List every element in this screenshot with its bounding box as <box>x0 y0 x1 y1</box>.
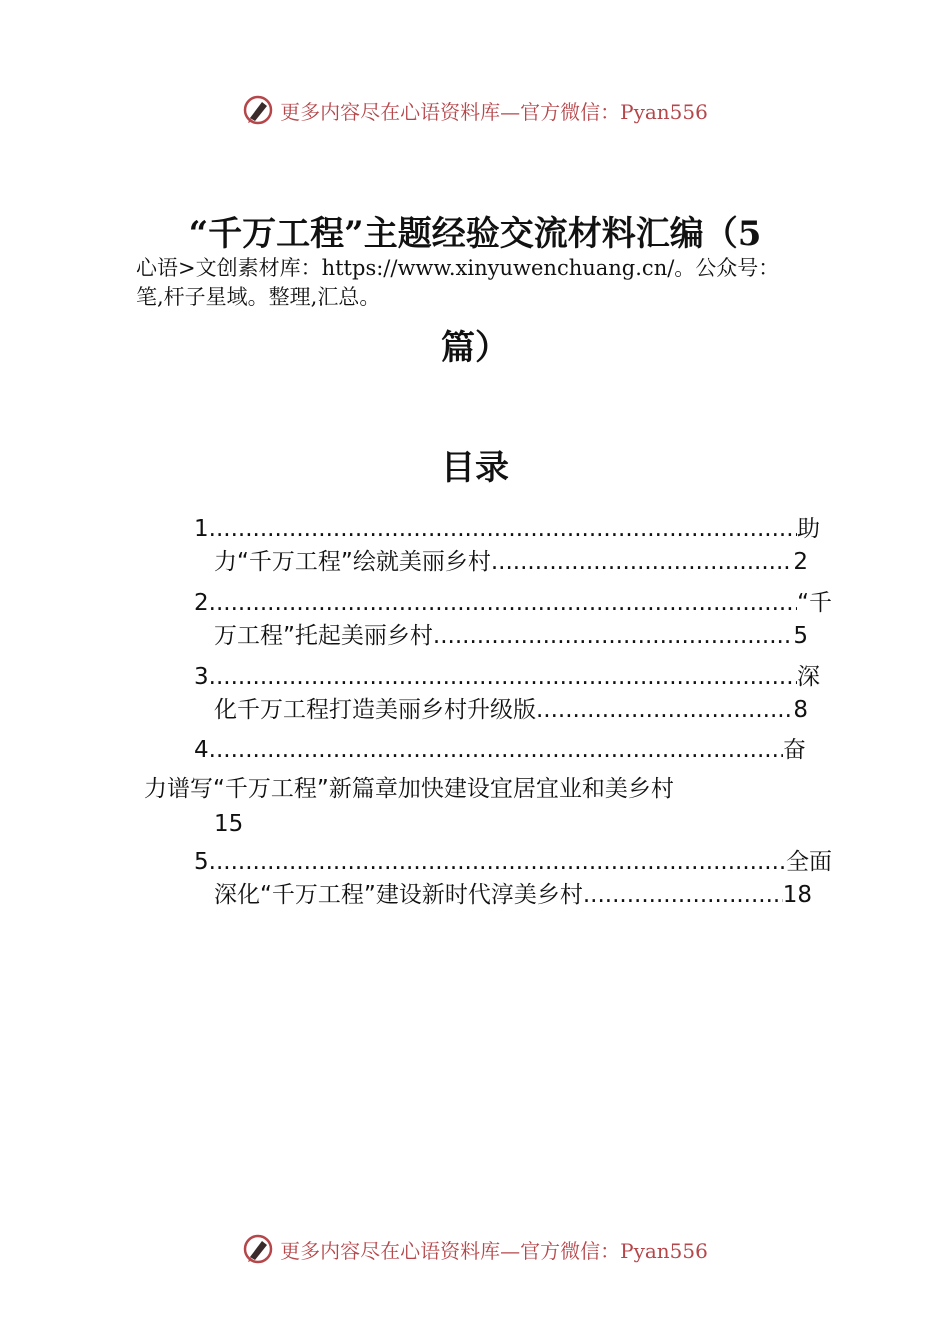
toc-entry-title: 化千万工程打造美丽乡村升级版 <box>214 697 536 723</box>
dot-leader <box>209 734 783 766</box>
document-title-continued: 篇） <box>441 328 509 368</box>
toc-entry-head: 奋 <box>783 737 806 763</box>
toc-entry-title: 力谱写“千万工程”新篇章加快建设宜居宜业和美乡村 <box>144 776 674 802</box>
toc-entry-head: 全面 <box>786 849 832 875</box>
toc-entry-3-line-1[interactable] <box>194 661 820 693</box>
toc-entry-title: 深化“千万工程”建设新时代淳美乡村 <box>214 882 583 908</box>
toc-entry-4-line-3[interactable] <box>214 808 294 840</box>
toc-entry-head: 深 <box>797 664 820 690</box>
toc-entry-3-line-2[interactable] <box>214 694 808 726</box>
toc-entry-5-line-2[interactable] <box>214 879 812 911</box>
dot-leader <box>209 846 786 878</box>
toc-entry-1-line-2[interactable] <box>214 546 808 578</box>
toc-entry-4-line-2[interactable] <box>144 773 804 805</box>
toc-entry-head: “千 <box>797 590 832 616</box>
pen-circle-icon <box>242 1233 274 1265</box>
toc-entry-head: 助 <box>797 516 820 542</box>
toc-entry-page: 2 <box>793 549 808 575</box>
toc-entry-page: 18 <box>782 882 812 908</box>
toc-entry-5-line-1[interactable] <box>194 846 832 878</box>
dot-leader <box>433 620 793 652</box>
toc-entry-page: 15 <box>214 811 244 837</box>
toc-entry-number: 1 <box>194 516 209 542</box>
toc-entry-page: 5 <box>793 623 808 649</box>
dot-leader <box>491 546 794 578</box>
footer-banner <box>0 1233 950 1265</box>
toc-entry-number: 5 <box>194 849 209 875</box>
toc-entry-number: 3 <box>194 664 209 690</box>
dot-leader <box>536 694 793 726</box>
toc-entry-2-line-2[interactable] <box>214 620 808 652</box>
pen-circle-icon <box>242 94 274 126</box>
toc-heading: 目录 <box>441 448 509 488</box>
toc-entry-2-line-1[interactable] <box>194 587 832 619</box>
toc-entry-1-line-1[interactable] <box>194 513 820 545</box>
document-title: “千万工程”主题经验交流材料汇编（5 <box>188 214 762 254</box>
dot-leader <box>209 661 797 693</box>
toc-entry-page: 8 <box>793 697 808 723</box>
toc-entry-number: 4 <box>194 737 209 763</box>
dot-leader <box>209 587 797 619</box>
toc-entry-number: 2 <box>194 590 209 616</box>
dot-leader <box>209 513 797 545</box>
toc-entry-title: 万工程”托起美丽乡村 <box>214 623 433 649</box>
banner-text: 更多内容尽在心语资料库—官方微信：Pyan556 <box>280 1238 708 1263</box>
dot-leader <box>583 879 783 911</box>
header-banner <box>0 94 950 126</box>
banner-text: 更多内容尽在心语资料库—官方微信：Pyan556 <box>280 99 708 124</box>
toc-entry-title: 力“千万工程”绘就美丽乡村 <box>214 549 491 575</box>
source-note: 心语>文创素材库：https://www.xinyuwenchuang.cn/。公众号： 笔,杆子星域。整理,汇总。 <box>136 256 780 309</box>
toc-entry-4-line-1[interactable] <box>194 734 806 766</box>
